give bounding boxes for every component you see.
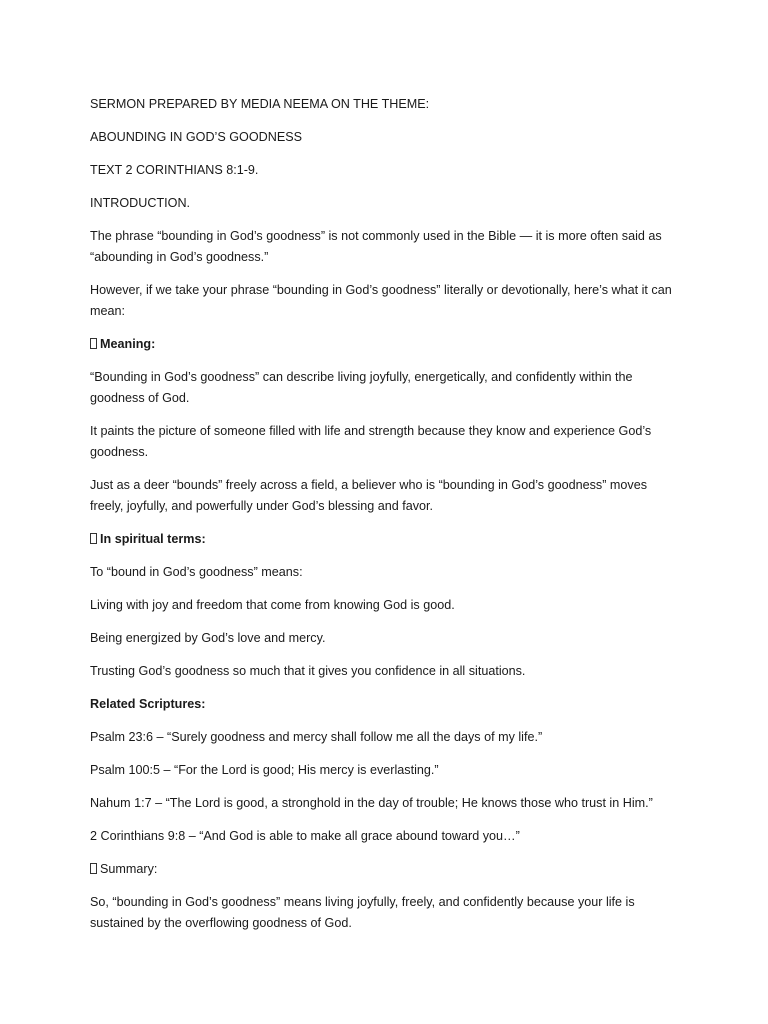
- spiritual-item: Living with joy and freedom that come from knowing God is good.: [90, 598, 455, 612]
- meaning-paragraph-2: It paints the picture of someone filled with life and strength because they know and experience God’s goodness.: [90, 424, 652, 459]
- document-header: SERMON PREPARED BY MEDIA NEEMA ON THE THEME:: [90, 97, 430, 111]
- sermon-theme: ABOUNDING IN GOD’S GOODNESS: [90, 130, 303, 144]
- sermon-text-reference: TEXT 2 CORINTHIANS 8:1-9.: [90, 163, 259, 177]
- document-page: [90, 94, 680, 946]
- scripture-item: Psalm 100:5 – “For the Lord is good; His mercy is everlasting.”: [90, 763, 439, 777]
- spiritual-intro: To “bound in God’s goodness” means:: [90, 565, 303, 579]
- spiritual-item: Trusting God’s goodness so much that it gives you confidence in all situations.: [90, 664, 526, 678]
- summary-heading-label: Summary:: [100, 862, 158, 876]
- spiritual-item: Being energized by God’s love and mercy.: [90, 631, 326, 645]
- scriptures-heading: Related Scriptures:: [90, 697, 206, 711]
- spiritual-heading: [90, 529, 680, 550]
- missing-glyph-icon: [90, 533, 97, 544]
- scripture-item: 2 Corinthians 9:8 – “And God is able to make all grace abound toward you…”: [90, 829, 520, 843]
- summary-heading: [90, 859, 680, 880]
- scripture-item: Nahum 1:7 – “The Lord is good, a stronghold in the day of trouble; He knows those who trust in Him.”: [90, 796, 653, 810]
- meaning-heading-label: Meaning:: [100, 337, 156, 351]
- missing-glyph-icon: [90, 338, 97, 349]
- spiritual-heading-label: In spiritual terms:: [100, 532, 206, 546]
- missing-glyph-icon: [90, 863, 97, 874]
- introduction-heading: INTRODUCTION.: [90, 196, 191, 210]
- summary-paragraph: So, “bounding in God’s goodness” means living joyfully, freely, and confidently because your life is sustained by the overflowing goodness of God.: [90, 895, 635, 930]
- meaning-paragraph-1: “Bounding in God’s goodness” can describe living joyfully, energetically, and confidently within the goodness of God.: [90, 370, 633, 405]
- meaning-heading: [90, 334, 680, 355]
- intro-paragraph-2: However, if we take your phrase “bounding in God’s goodness” literally or devotionally, here’s what it can mean:: [90, 283, 672, 318]
- scripture-item: Psalm 23:6 – “Surely goodness and mercy shall follow me all the days of my life.”: [90, 730, 543, 744]
- intro-paragraph-1: The phrase “bounding in God’s goodness” is not commonly used in the Bible — it is more often said as “abounding in God’s goodness.”: [90, 229, 662, 264]
- meaning-paragraph-3: Just as a deer “bounds” freely across a field, a believer who is “bounding in God’s goodness” moves freely, joyfully, and powerfully under God’s blessing and favor.: [90, 478, 647, 513]
